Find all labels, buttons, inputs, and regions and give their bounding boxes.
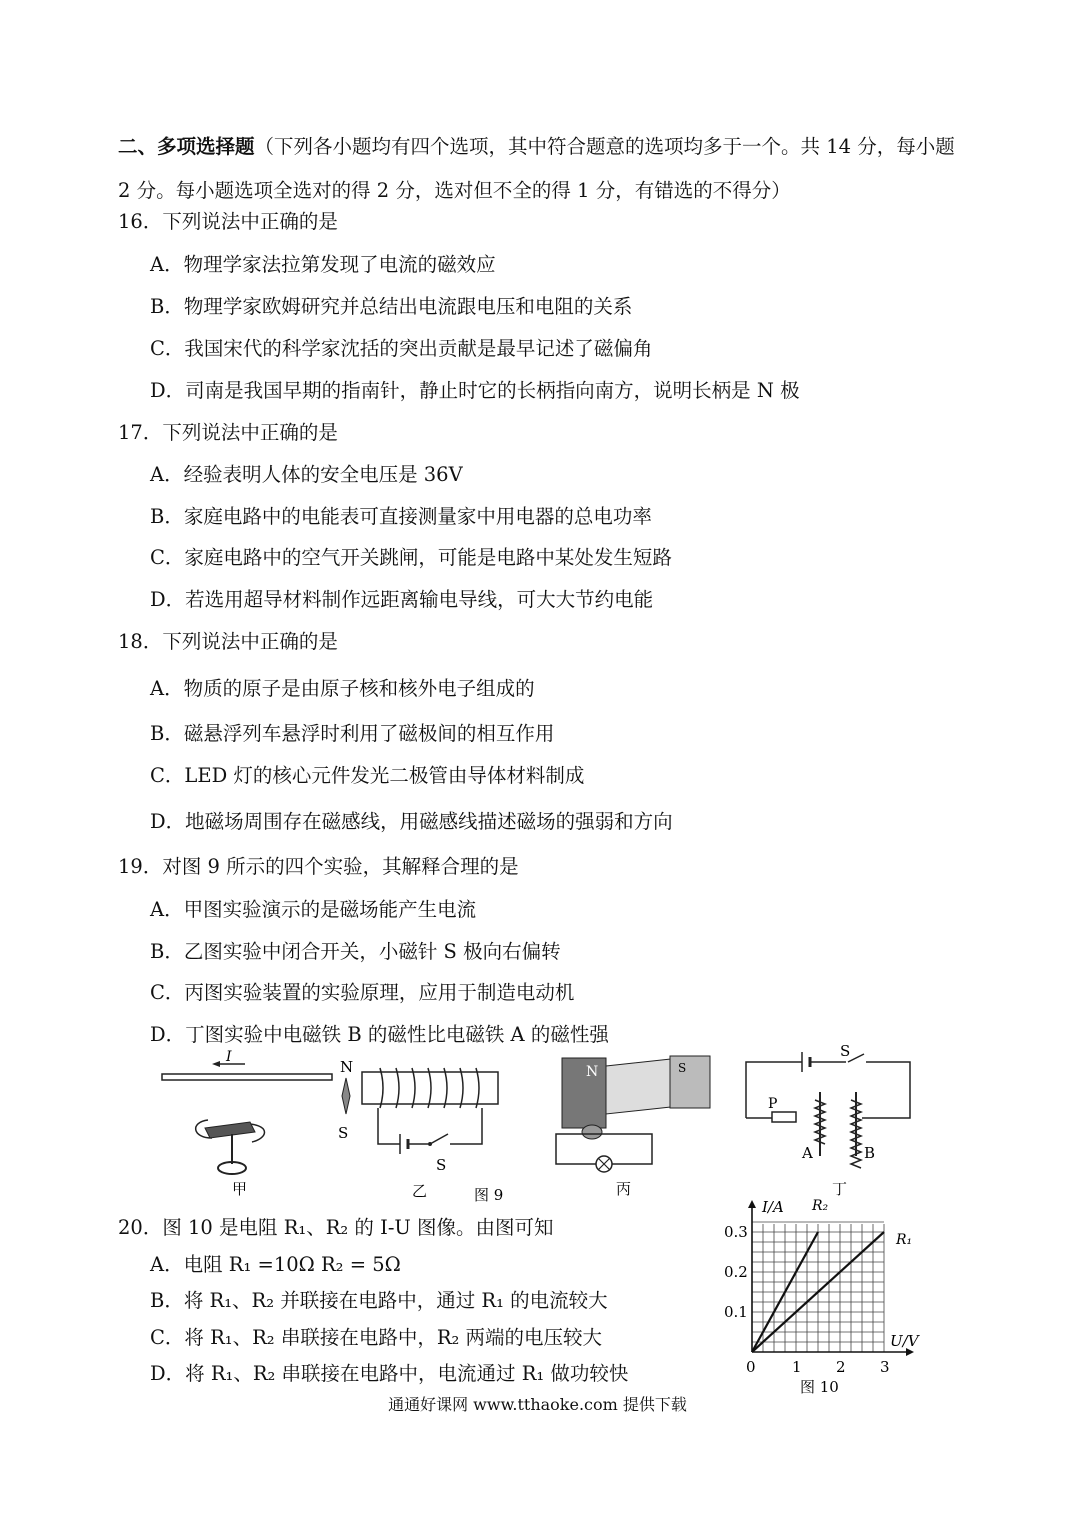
question-16-option-b: B．物理学家欧姆研究并总结出电流跟电压和电阻的关系 (150, 295, 633, 318)
panel-label-bing: 丙 (616, 1180, 632, 1198)
panel-label-ding: 丁 (832, 1180, 848, 1198)
page-footer: 通通好课网 www.tthaoke.com 提供下载 (388, 1395, 687, 1414)
slider-label: P (768, 1096, 778, 1112)
panel-bing-diagram (556, 1056, 710, 1172)
question-16-option-c: C．我国宋代的科学家沈括的突出贡献是最早记述了磁偏角 (150, 337, 653, 360)
compass-south-label: S (338, 1124, 349, 1142)
question-18-option-d: D．地磁场周围存在磁感线，用磁感线描述磁场的强弱和方向 (150, 810, 673, 833)
question-17-option-b: B．家庭电路中的电能表可直接测量家中用电器的总电功率 (150, 505, 652, 528)
solenoid-coil (380, 1068, 479, 1108)
question-19-option-c: C．丙图实验装置的实验原理，应用于制造电动机 (150, 981, 575, 1004)
switch-label-ding: S (840, 1042, 851, 1060)
question-20-option-d: D．将 R₁、R₂ 串联接在电路中，电流通过 R₁ 做功较快 (150, 1362, 629, 1385)
coil-a (815, 1100, 825, 1144)
question-18-stem: 18．下列说法中正确的是 (118, 630, 338, 653)
figure-10-chart (710, 1198, 940, 1398)
circuit-wire-right (450, 1108, 482, 1144)
switch-label-yi: S (436, 1156, 447, 1174)
x-tick-label: 2 (836, 1358, 846, 1376)
magnet-north-label: N (586, 1064, 599, 1080)
figure-9 (150, 1042, 930, 1204)
figure-9-caption: 图 9 (474, 1186, 504, 1204)
compass-north-label: N (340, 1058, 354, 1076)
question-20-option-c: C．将 R₁、R₂ 串联接在电路中，R₂ 两端的电压较大 (150, 1326, 603, 1349)
question-20-option-a: A．电阻 R₁ =10Ω R₂ = 5Ω (150, 1253, 401, 1276)
compass-needle (205, 1122, 255, 1138)
y-tick-label: 0.2 (724, 1263, 748, 1281)
circuit-wire-left (378, 1108, 400, 1144)
series-label-1: R₂ (812, 1198, 829, 1214)
magnet-b-label: B (864, 1144, 876, 1162)
series-label-2: R₁ (896, 1232, 913, 1248)
question-19-option-b: B．乙图实验中闭合开关，小磁针 S 极向右偏转 (150, 940, 561, 963)
question-17-option-a: A．经验表明人体的安全电压是 36V (150, 463, 463, 486)
wire (162, 1074, 332, 1080)
x-tick-label: 1 (792, 1358, 802, 1376)
switch-pivot (428, 1142, 432, 1146)
section-header (118, 125, 968, 213)
section-description: （下列各小题均有四个选项，其中符合题意的选项均多于一个。共 14 分，每小题 2 分。每小题选项全选对的得 2 分，选对但不全的得 1 分，有错选的不得分） (118, 135, 955, 202)
question-16-option-a: A．物理学家法拉第发现了电流的磁效应 (150, 253, 496, 276)
question-16-option-d: D．司南是我国早期的指南针，静止时它的长柄指向南方，说明长柄是 N 极 (150, 379, 800, 402)
panel-jia-diagram (162, 1049, 332, 1174)
sliding-rheostat (772, 1112, 796, 1122)
coil-b (851, 1100, 861, 1168)
switch-lever (430, 1134, 448, 1144)
panel-ding-diagram (746, 1042, 910, 1168)
section-title: 二、多项选择题 (118, 135, 255, 158)
question-20-stem: 20．图 10 是电阻 R₁、R₂ 的 I-U 图像。由图可知 (118, 1216, 554, 1239)
current-label: I (226, 1049, 232, 1065)
chart-series (752, 1198, 912, 1352)
y-axis-arrow (748, 1200, 756, 1208)
chart-grid (752, 1222, 884, 1352)
question-18-option-c: C．LED 灯的核心元件发光二极管由导体材料制成 (150, 764, 585, 787)
current-arrow-head (212, 1061, 220, 1067)
x-tick-label: 0 (746, 1358, 756, 1376)
x-tick-label: 3 (880, 1358, 890, 1376)
x-axis-label: U/V (890, 1332, 919, 1350)
question-19-option-a: A．甲图实验演示的是磁场能产生电流 (150, 898, 477, 921)
panel-label-yi: 乙 (412, 1182, 428, 1200)
question-19-stem: 19．对图 9 所示的四个实验，其解释合理的是 (118, 855, 519, 878)
question-16-stem: 16．下列说法中正确的是 (118, 210, 338, 233)
ding-wire-right (862, 1062, 910, 1118)
magnet-south (670, 1056, 710, 1108)
small-compass-needle (342, 1078, 350, 1114)
panel-yi-diagram (338, 1058, 498, 1174)
y-tick-label: 0.3 (724, 1223, 748, 1241)
y-axis-label: I/A (762, 1198, 784, 1216)
magnet-a-label: A (802, 1144, 813, 1162)
question-18-option-a: A．物质的原子是由原子核和核外电子组成的 (150, 677, 535, 700)
question-17-option-c: C．家庭电路中的空气开关跳闸，可能是电路中某处发生短路 (150, 546, 672, 569)
question-17-stem: 17．下列说法中正确的是 (118, 421, 338, 444)
ding-switch-lever (848, 1054, 864, 1062)
figure-10-caption: 图 10 (800, 1378, 839, 1396)
y-tick-label: 0.1 (724, 1303, 748, 1321)
question-17-option-d: D．若选用超导材料制作远距离输电导线，可大大节约电能 (150, 588, 654, 611)
magnet-south-label: S (678, 1061, 687, 1075)
magnet-north (562, 1058, 606, 1128)
question-20-option-b: B．将 R₁、R₂ 并联接在电路中，通过 R₁ 的电流较大 (150, 1289, 608, 1312)
coil-roll (582, 1125, 602, 1139)
question-19-option-d: D．丁图实验中电磁铁 B 的磁性比电磁铁 A 的磁性强 (150, 1023, 609, 1046)
question-18-option-b: B．磁悬浮列车悬浮时利用了磁极间的相互作用 (150, 722, 555, 745)
panel-label-jia: 甲 (232, 1180, 248, 1198)
